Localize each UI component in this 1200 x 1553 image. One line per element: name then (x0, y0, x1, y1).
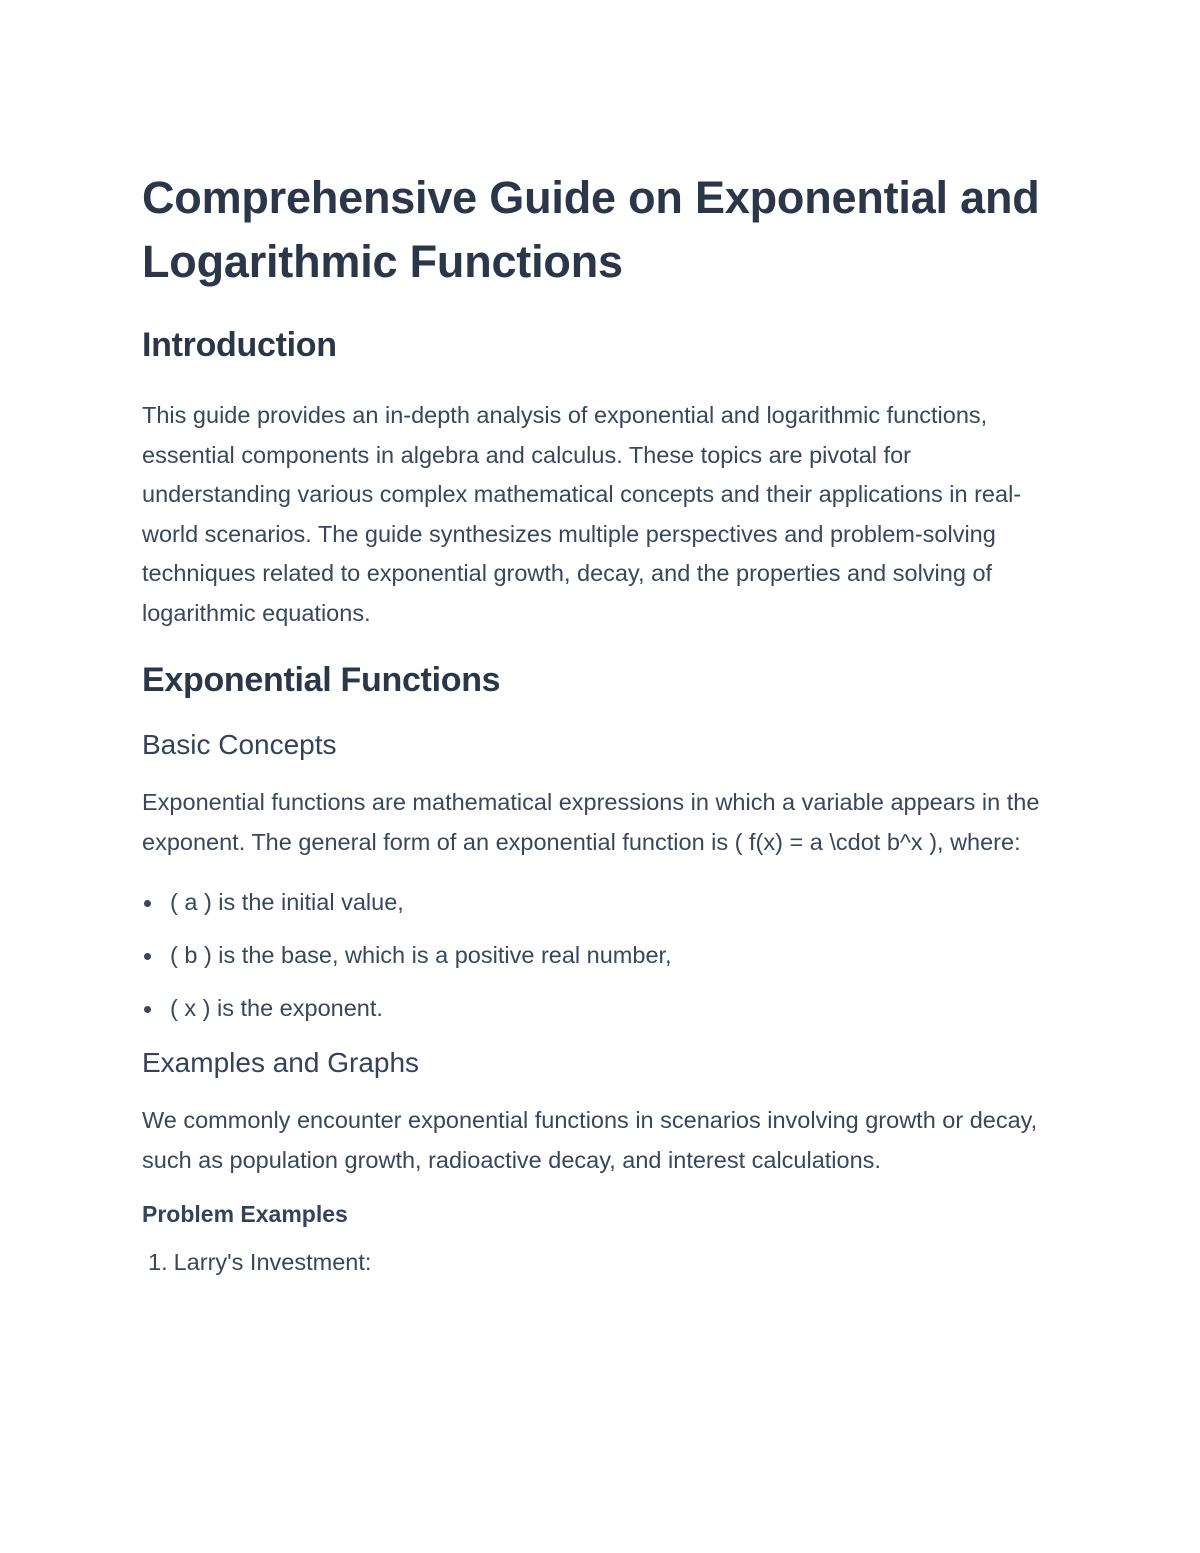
page-title: Comprehensive Guide on Exponential and Logarithmic Functions (142, 172, 1040, 287)
basic-concepts-list (142, 876, 1060, 1035)
problem-examples-heading: Problem Examples (142, 1201, 348, 1227)
list-item (142, 1244, 1060, 1280)
bullet-icon (144, 953, 151, 960)
problem-examples-list (142, 1244, 1060, 1280)
list-item-text: ( b ) is the base, which is a positive real number, (170, 942, 672, 968)
list-item-text: ( a ) is the initial value, (170, 889, 404, 915)
list-item-text: ( x ) is the exponent. (170, 995, 383, 1021)
list-item (142, 982, 1060, 1035)
list-item (142, 929, 1060, 982)
introduction-paragraph: This guide provides an in-depth analysis of exponential and logarithmic functions, essential components in algebra and calculus. These topics are pivotal for understanding various complex mathematical concepts and their applications in real-world scenarios. The guide synthesizes multiple perspectives and problem-solving techniques related to exponential growth, decay, and the properties and solving of logarithmic equations. (142, 402, 1022, 626)
list-item-number: 1. (148, 1249, 168, 1275)
list-item-text: Larry's Investment: (173, 1249, 372, 1275)
list-item (142, 876, 1060, 929)
bullet-icon (144, 1006, 151, 1013)
examples-and-graphs-paragraph: We commonly encounter exponential functions in scenarios involving growth or decay, such as population growth, radioactive decay, and interest calculations. (142, 1107, 1038, 1173)
basic-concepts-heading: Basic Concepts (142, 729, 337, 760)
bullet-icon (144, 900, 151, 907)
introduction-heading: Introduction (142, 326, 337, 364)
exponential-functions-heading: Exponential Functions (142, 661, 501, 699)
examples-and-graphs-heading: Examples and Graphs (142, 1047, 420, 1078)
basic-concepts-paragraph: Exponential functions are mathematical expressions in which a variable appears in the exponent. The general form of an exponential function is ( f(x) = a \cdot b^x ), where: (142, 789, 1040, 855)
